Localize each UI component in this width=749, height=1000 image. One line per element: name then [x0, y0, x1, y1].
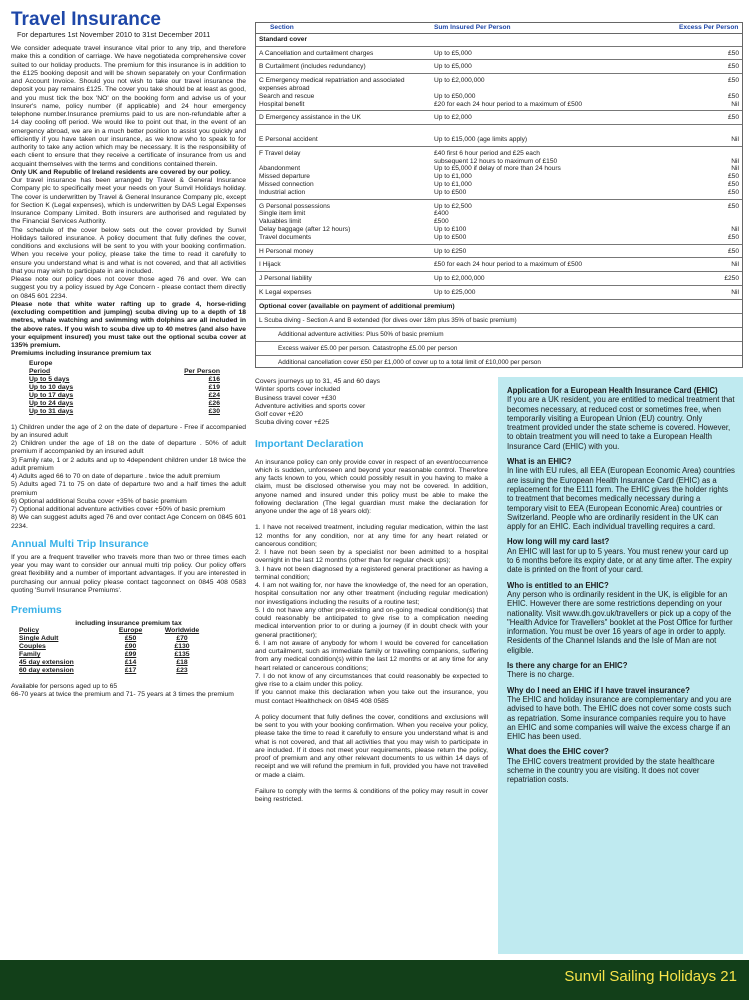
declaration-item: 7. I do not know of any circumstances that could reasonably be expected to give rise to a claim under this policy.: [255, 672, 488, 688]
europe-cell: £14: [124, 659, 137, 666]
cell-line: H Personal money: [259, 247, 314, 255]
cell-line: Missed departure: [259, 173, 310, 181]
section-cell: [256, 111, 431, 125]
optional-cover-item: Excess waiver £5.00 per person. Catastrophe £5.00 per person: [256, 341, 742, 355]
cover-row: [256, 285, 742, 298]
cell-line: Nil: [731, 100, 739, 108]
sum-cell: [431, 111, 676, 125]
ehic-question: Application for a European Health Insurance Card (EHIC): [507, 386, 718, 395]
cell-line: Up to £5,000: [434, 63, 472, 71]
premiums-foot: 66-70 years at twice the premium and 71- 75 years at 3 times the premium: [11, 691, 234, 699]
ehic-panel: [498, 377, 743, 954]
cell-line: Up to £250: [434, 247, 467, 255]
cell-line: Nil: [731, 261, 739, 269]
cell-line: Valuables limit: [259, 218, 302, 226]
sum-cell: [431, 60, 676, 74]
cell-line: £50: [727, 77, 739, 85]
cover-table-box: [255, 22, 743, 368]
cell-line: [679, 150, 739, 158]
table-row: [27, 408, 222, 416]
cell-line: £50: [727, 173, 739, 181]
cell-line: K Legal expenses: [259, 288, 312, 296]
paragraph: Please note our policy does not cover those aged 76 and over. We can suggest you try a policy issued by Age Concern - please contact them directly on 0845 601 2234.: [11, 276, 246, 300]
cell-line: Up to £5,000 if delay of more than 24 hours: [434, 165, 561, 173]
cell-line: £50 for each 24 hour period to a maximum of £500: [434, 261, 583, 269]
note-item: 5) Adults aged 71 to 75 on date of departure two and a half times the adult premium: [11, 481, 246, 497]
cell-line: Up to £50,000: [434, 92, 476, 100]
cell-line: Up to £500: [434, 188, 467, 196]
worldwide-cell: £23: [176, 667, 188, 674]
declaration-item: 3. I have not been diagnosed by a registered general practitioner as having a terminal condition;: [255, 565, 488, 581]
cover-row: [256, 244, 742, 258]
optional-cover-item: Additional cancellation cover £50 per £1,000 of cover up to a total limit of £10,000 per person: [256, 355, 742, 368]
section-cell: [256, 74, 431, 111]
cover-row: [256, 60, 742, 74]
ehic-answer: An EHIC will last for up to 5 years. You must renew your card up to 6 months before its expiry date, or at any time after. The expiry date is printed on the front of your card.: [507, 546, 732, 575]
cell-line: [679, 128, 739, 136]
cell-line: [434, 85, 673, 93]
cell-line: Hospital benefit: [259, 100, 305, 108]
cell-line: Up to £1,000: [434, 173, 472, 181]
cell-line: subsequent 12 hours to maximum of £150: [434, 157, 558, 165]
note-item: 2) Children under the age of 18 on the date of departure . 50% of adult premium if accompanied by an insured adult: [11, 440, 246, 456]
worldwide-cell: £70: [176, 635, 188, 642]
excess-cell: [676, 46, 742, 60]
cell-line: Nil: [731, 225, 739, 233]
europe-cell: £50: [124, 635, 137, 642]
cell-line: £40 first 6 hour period and £25 each: [434, 149, 540, 157]
premium-table: [27, 360, 222, 416]
section-cell: [256, 146, 431, 199]
policy-cell: Family: [19, 651, 41, 658]
ehic-answer: There is no charge.: [507, 670, 575, 680]
cell-line: [679, 218, 739, 226]
table-row: [27, 384, 222, 392]
col-header: Section: [256, 23, 431, 33]
cover-row: [256, 146, 742, 199]
ehic-answer: In line with EU rules, all EEA (European Economic Area) countries are issuing the European Health Insurance Card (EHIC) as a replacement for the E111 form. The EHIC gives the holder rights to treatment that becomes medically necessary during a temporary visit to EEA (European Economic Area) countries or Switzerland. People who are ordinarily resident in the UK can apply for an EHIC. Each individual travelling requires a card.: [507, 466, 735, 532]
cell-line: Up to £2,000,000: [434, 275, 485, 283]
footer-bar: [0, 960, 749, 1000]
section-cell: [256, 125, 431, 147]
sum-cell: [431, 46, 676, 60]
sum-cell: [431, 244, 676, 258]
note-item: 4) Adults aged 66 to 70 on date of departure . twice the adult premium: [11, 473, 221, 480]
col-header: Europe: [118, 627, 143, 634]
annual-cover-list: [255, 378, 488, 428]
cover-row: [256, 111, 742, 125]
section-cell: [256, 46, 431, 60]
period-cell: Up to 17 days: [29, 391, 74, 399]
ehic-question: Why do I need an EHIC if I have travel insurance?: [507, 685, 690, 695]
declaration-item: 2. I have not been seen by a specialist nor been admitted to a hospital overnight in the last 12 months (other than for regular check ups);: [255, 549, 488, 565]
left-column: [11, 10, 246, 954]
excess-cell: [676, 111, 742, 125]
policy-cell: 45 day extension: [19, 659, 74, 666]
premium-region: Europe: [29, 359, 53, 367]
failure-text: Failure to comply with the terms & conditions of the policy may result in cover being restricted.: [255, 787, 488, 803]
page-title: Travel Insurance: [11, 10, 161, 30]
cell-line: Nil: [731, 157, 739, 165]
cover-line: Scuba diving cover +£25: [255, 419, 330, 427]
cell-line: [259, 128, 428, 136]
europe-cell: £99: [124, 651, 137, 658]
cell-line: £50: [727, 63, 739, 71]
cell-line: Abandonment: [259, 165, 301, 173]
section-cell: [256, 199, 431, 244]
cell-line: £250: [724, 275, 739, 283]
cover-row: [256, 74, 742, 111]
note-item: 1) Children under the age of 2 on the date of departure - Free if accompanied by an insured adult: [11, 423, 246, 439]
excess-cell: [676, 146, 742, 199]
middle-column: [255, 378, 488, 954]
note-item: 8) We can suggest adults aged 76 and over contact Age Concern on 0845 601 2234.: [11, 514, 246, 530]
cell-line: £50: [727, 49, 739, 57]
section-cell: [256, 258, 431, 272]
table-row: [17, 635, 212, 643]
excess-cell: [676, 258, 742, 272]
cover-line: Covers journeys up to 31, 45 and 60 days: [255, 378, 380, 385]
cell-line: A Cancellation and curtailment charges: [259, 49, 374, 57]
col-header: Worldwide: [164, 627, 200, 634]
table-row: [17, 651, 212, 659]
declaration-intro: An insurance policy can only provide cover in respect of an event/occurrence which is sudden, unforeseen and beyond your reasonable control. Therefore any facts known to you, which could possibly result in you having to make a claim, must be disclosed otherwise you may not be covered. In addition, anyone named and insured under this policy must be able to make the following declaration (The legal guardian must make the declaration for anyone under the age of 18 years old):: [255, 458, 488, 515]
cell-line: D Emergency assistance in the UK: [259, 114, 361, 122]
cell-line: £50: [727, 180, 739, 188]
cell-line: E Personal accident: [259, 135, 318, 143]
ehic-question: What does the EHIC cover?: [507, 747, 609, 757]
excess-cell: [676, 199, 742, 244]
premiums-caption: including insurance premium tax: [75, 620, 182, 627]
notes-list: [11, 424, 246, 531]
paragraph: We consider adequate travel insurance vital prior to any trip, and therefore make this a condition of carriage. We have negotiateda comprehensive cover suited to our holiday products. The premium for this insurance is in addition to the £125 booking deposit and will be shown separately on your Confirmation and Account Invoice. Should you not wish to take our travel insurance the deposit you pay remains £125. The cover you take should be at least as good, and you must tick the box 'NO' on the booking form and advise us of your Insurer's name, policy number (if applicable) and 24 hour emergency telephone number.Insurance premiums paid to us are non-refundable after a 14 day cooling off period. We would like to point out that, in the event of an emergency abroad, we are in a much better position to assist you quickly and efficiently if you have taken our insurance, as we know who to speak to for authority to take any action which may be necessary. It is the responsibility of each client to ensure that they receive a certificate of insurance from us and acquaint themselves with the terms and conditions contained therein.: [11, 45, 246, 168]
paragraph: Premiums including insurance premium tax: [11, 350, 152, 358]
cell-line: Up to £5,000: [434, 49, 472, 57]
ehic-answer: Any person who is ordinarily resident in the UK, is eligible for an EHIC. However there are some restrictions depending on your nationality. Visit www.dh.gov.uk/travellers or pick up a copy of the "Health Advice for Travellers" booklet at the Post Office for further information. You must be over 16 years of age in order to apply. Residents of the Channel Islands and the Isle of Man are not eligible.: [507, 589, 733, 655]
declaration-item: 4. I am not waiting for, nor have the knowledge of, the need for an operation, hospital consultation nor any other treatment (including regular medication) nor investigations including the results of a routine test;: [255, 582, 488, 606]
sum-cell: [431, 125, 676, 147]
premiums-heading: Premiums: [11, 604, 62, 616]
col-header: Period: [29, 367, 51, 375]
excess-cell: [676, 74, 742, 111]
price-cell: £24: [208, 391, 220, 399]
cell-line: [259, 158, 428, 166]
worldwide-cell: £135: [174, 651, 190, 658]
table-row: [17, 643, 212, 651]
ehic-answer: If you are a UK resident, you are entitled to medical treatment that becomes necessary, at reduced cost or sometimes free, when temporarily visiting a European Union (EU) country. Only treatment provided under the state scheme is covered. However, to obtain treatment you will need to take a European Health Insurance Card (EHIC) with you.: [507, 395, 735, 451]
section-cell: [256, 272, 431, 286]
cell-line: Up to £2,500: [434, 202, 472, 210]
price-cell: £16: [208, 375, 220, 383]
optional-cover-item: L Scuba diving - Section A and B extended (for dives over 18m plus 35% of basic premium): [256, 313, 742, 327]
policy-cell: Couples: [19, 643, 46, 650]
cell-line: Up to £15,000 (age limits apply): [434, 135, 528, 143]
col-header: Per Person: [184, 367, 220, 375]
declaration-item: 5. I do not have any other pre-existing and on-going medical condition(s) that could reasonably be anticipated to give rise to a complication needing medical intervention prior to or during a journey (if in doubt check with your general practitioner);: [255, 606, 488, 639]
cover-table: [256, 23, 742, 299]
intro-text: [11, 45, 246, 359]
cell-line: £20 for each 24 hour period to a maximum of £500: [434, 100, 583, 108]
cover-row: [256, 199, 742, 244]
cell-line: £50: [727, 202, 739, 210]
footer-text: Sunvil Sailing Holidays 21: [564, 968, 737, 985]
worldwide-cell: £18: [176, 659, 188, 666]
paragraph: The schedule of the cover below sets out the cover provided by Sunvil Holidays tailored insurance. A policy document that fully defines the cover, conditions and exclusions will be sent to you with your booking confirmation. When you receive your policy, please take the time to read it carefully to ensure you understand what is and what is not covered, and that all activities that you may wish to participate in are included.: [11, 226, 246, 275]
section-cell: [256, 60, 431, 74]
cell-line: £50: [727, 247, 739, 255]
excess-cell: [676, 60, 742, 74]
period-cell: Up to 31 days: [29, 407, 74, 415]
optional-cover-list: [256, 313, 742, 368]
cell-line: £500: [434, 218, 449, 226]
cover-line: Golf cover +£20: [255, 411, 303, 418]
cell-line: I Hijack: [259, 261, 281, 269]
declaration-list: [255, 524, 488, 706]
period-cell: Up to 5 days: [29, 375, 70, 383]
period-cell: Up to 24 days: [29, 399, 74, 407]
annual-heading: Annual Multi Trip Insurance: [11, 537, 149, 550]
cell-line: £400: [434, 210, 449, 218]
col-header: Policy: [19, 627, 40, 634]
cover-line: Adventure activities and sports cover: [255, 402, 366, 410]
cell-line: Up to £1,000: [434, 180, 472, 188]
paragraph: Our travel insurance has been arranged by Travel & General Insurance Company plc to specifically meet your needs on your Sunvil Holidays holiday. The cover is underwritten by Travel & General Insurance Company plc, except for Section K (Legal expenses), which is underwritten by DAS Legal Expenses Insurance Company Limited. Both insurers are authorised and regulated by the Financial Services Authority.: [11, 177, 246, 226]
ehic-answer: The EHIC covers treatment provided by the state healthcare scheme in the country you are visiting. It does not cover repatriation costs.: [507, 756, 715, 785]
cell-line: £50: [727, 188, 739, 196]
cell-line: G Personal possessions: [259, 202, 331, 210]
ehic-question: Who is entitled to an EHIC?: [507, 580, 609, 590]
cell-line: B Curtailment (includes redundancy): [259, 63, 366, 71]
price-cell: £19: [208, 383, 220, 391]
table-row: [27, 376, 222, 384]
sum-cell: [431, 258, 676, 272]
sum-cell: [431, 146, 676, 199]
cover-line: Winter sports cover included: [255, 386, 341, 394]
cell-line: Up to £500: [434, 233, 467, 241]
policy-cell: 60 day extension: [19, 667, 74, 674]
ehic-question: How long will my card last?: [507, 537, 610, 547]
sum-cell: [431, 74, 676, 111]
sum-cell: [431, 272, 676, 286]
cell-line: Travel documents: [259, 233, 312, 241]
cover-line: Business travel cover +£30: [255, 394, 337, 402]
cell-line: Industrial action: [259, 188, 306, 196]
cell-line: Nil: [731, 165, 739, 173]
cell-line: Missed connection: [259, 180, 314, 188]
cell-line: Nil: [731, 288, 739, 296]
declaration-item: If you cannot make this declaration when you take out the insurance, you must contact Healthcheck on 0845 408 0585: [255, 689, 488, 705]
section-cell: [256, 244, 431, 258]
cell-line: Up to £2,000: [434, 114, 472, 122]
table-row: [17, 659, 212, 667]
cell-line: Search and rescue: [259, 92, 315, 100]
note-item: 3) Family rate, 1 or 2 adults and up to 4dependent children under 18 twice the adult premium: [11, 456, 246, 472]
cell-line: C Emergency medical repatriation and associated: [259, 77, 405, 85]
worldwide-cell: £130: [174, 643, 190, 650]
paragraph: Only UK and Republic of Ireland residents are covered by our policy.: [11, 168, 232, 176]
policy-text: A policy document that fully defines the cover, conditions and exclusions will be sent to you with your booking confirmation. When you receive your policy, please take the time to read it carefully to ensure you understand what is and what is not covered, and that all activities that you may wish to participate in are included. If it does not meet your requirements, please return the policy, proof of premium and any other relevant documents to us within 14 days of receipt and we will refund the premium in full, provided you have not travelled or made a claim.: [255, 713, 488, 779]
cell-line: F Travel delay: [259, 149, 301, 157]
europe-cell: £90: [124, 643, 137, 650]
cell-line: Up to £25,000: [434, 288, 476, 296]
standard-cover-label: Standard cover: [256, 33, 742, 46]
section-cell: [256, 285, 431, 298]
optional-cover-label: Optional cover (available on payment of additional premium): [256, 299, 742, 313]
ehic-question: Is there any charge for an EHIC?: [507, 661, 628, 671]
col-header: Sum Insured Per Person: [431, 23, 676, 33]
cell-line: [679, 85, 739, 93]
cell-line: J Personal liability: [259, 275, 312, 283]
cover-row: [256, 125, 742, 147]
note-item: 7) Optional additional adventure activities cover +50% of basic premium: [11, 506, 226, 513]
cell-line: Single item limit: [259, 210, 306, 218]
paragraph: Please note that white water rafting up to grade 4, horse-riding (excluding competition and jumping) scuba diving up to a depth of 18 metres, whale watching and swimming with dolphins are all included in the above rates. If you wish to scuba dive up to 40 metres (and also have your equipment insured) you must take out the optional scuba cover at 135% premium.: [11, 300, 246, 349]
annual-text: If you are a frequent traveller who travels more than two or three times each year you may want to consider our annual multi trip policy. Our policy offers great flexibility and a number of important advantages. If you are interested in purchasing our annual policy please contact tagconnect on 0845 408 0583 quoting 'Sunvil Insurance Premiums'.: [11, 553, 246, 594]
cell-line: Up to £100: [434, 225, 467, 233]
col-header: Excess Per Person: [676, 23, 742, 33]
sum-cell: [431, 199, 676, 244]
table-row: [27, 400, 222, 408]
cell-line: Delay baggage (after 12 hours): [259, 225, 351, 233]
policy-cell: Single Adult: [19, 635, 59, 642]
ehic-answer: The EHIC and holiday insurance are complementary and you are advised to have both. The EHIC does not cover some costs such as repatriation. Some insurance companies require you to have an EHIC and some companies will waive the excess charge if an EHIC has been used.: [507, 694, 732, 742]
table-row: [27, 392, 222, 400]
excess-cell: [676, 244, 742, 258]
note-item: 6) Optional additional Scuba cover +35% of basic premium: [11, 497, 187, 505]
declaration-heading: Important Declaration: [255, 437, 364, 450]
price-cell: £30: [208, 407, 220, 415]
cell-line: £50: [727, 233, 739, 241]
excess-cell: [676, 285, 742, 298]
cover-row: [256, 258, 742, 272]
cell-line: Nil: [731, 135, 739, 143]
cover-row: [256, 272, 742, 286]
ehic-question: What is an EHIC?: [507, 457, 572, 467]
excess-cell: [676, 125, 742, 147]
declaration-item: 1. I have not received treatment, including regular medication, within the last 12 months for any condition, nor at any time for any heart related or cancerous condition;: [255, 524, 488, 548]
cell-line: £50: [727, 92, 739, 100]
cell-line: [679, 210, 739, 218]
declaration-item: 6. I am not aware of anybody for whom I would be covered for cancellation and curtailment, such as immediate family or travelling companions, suffering from any medical condition(s) within the last 12 months or at any time for any heart related or cancerous conditions;: [255, 639, 488, 672]
sum-cell: [431, 285, 676, 298]
cell-line: £50: [727, 114, 739, 122]
period-cell: Up to 10 days: [29, 383, 74, 391]
excess-cell: [676, 272, 742, 286]
table-row: [17, 667, 212, 675]
cell-line: Up to £2,000,000: [434, 77, 485, 85]
cell-line: [434, 128, 673, 136]
premiums-foot: Available for persons aged up to 65: [11, 683, 118, 690]
page-subtitle: For departures 1st November 2010 to 31st December 2011: [17, 30, 211, 39]
europe-cell: £17: [124, 667, 137, 674]
cell-line: expenses abroad: [259, 84, 310, 92]
cover-row: [256, 46, 742, 60]
premiums-table: [17, 627, 212, 675]
optional-cover-item: Additional adventure activities: Plus 50% of basic premium: [256, 327, 742, 341]
price-cell: £26: [208, 399, 220, 407]
